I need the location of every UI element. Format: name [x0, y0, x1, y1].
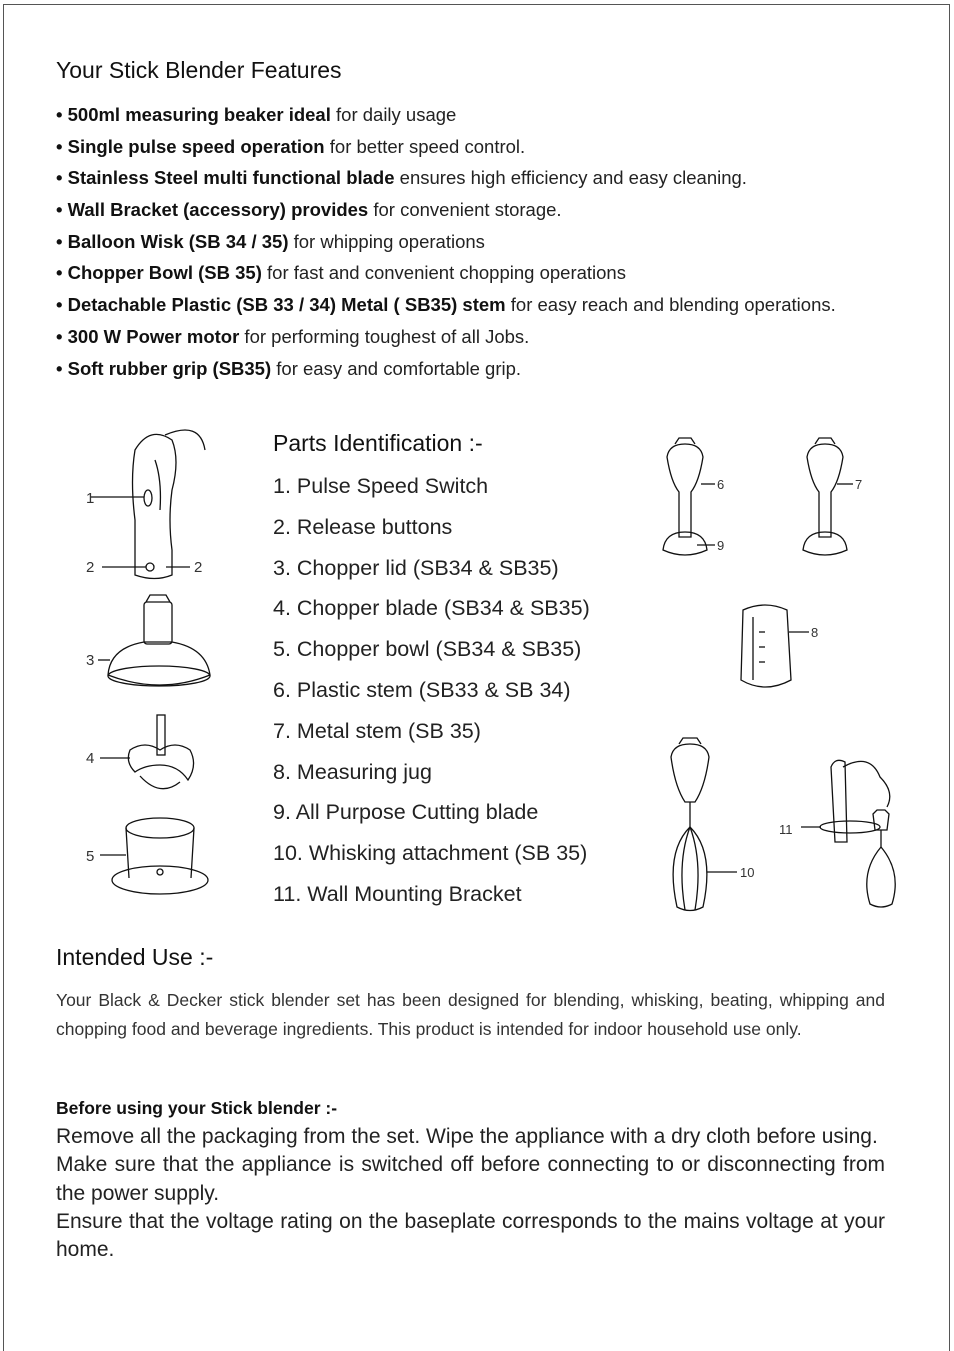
callout-11: 11	[779, 822, 793, 837]
features-title: Your Stick Blender Features	[56, 57, 342, 83]
feature-item: • Soft rubber grip (SB35) for easy and comfortable grip.	[56, 357, 522, 379]
before-paragraph: Make sure that the appliance is switched off before connecting to or disconnecting from the power supply.	[56, 1153, 885, 1205]
callout-1: 1	[86, 490, 95, 507]
parts-title: Parts Identification :-	[273, 430, 483, 456]
metal-stem-drawing	[803, 438, 853, 555]
intended-use-body: Your Black & Decker stick blender set has been designed for blending, whisking, beating, whipping and chopping food and beverage ingredients. This product is intended for indoor household use only.	[56, 990, 885, 1039]
wall-bracket-drawing	[801, 760, 895, 907]
part-item: 1. Pulse Speed Switch	[273, 474, 489, 498]
before-paragraph: Remove all the packaging from the set. Wipe the appliance with a dry cloth before using.	[56, 1125, 878, 1148]
part-item: 9. All Purpose Cutting blade	[273, 800, 539, 825]
part-item: 10. Whisking attachment (SB 35)	[273, 841, 588, 866]
callout-4: 4	[86, 750, 95, 767]
part-item: 11. Wall Mounting Bracket	[273, 881, 522, 906]
before-using-title: Before using your Stick blender :-	[56, 1098, 338, 1118]
part-item: 8. Measuring jug	[273, 759, 432, 784]
feature-item: • Balloon Wisk (SB 34 / 35) for whipping operations	[56, 230, 485, 252]
feature-item: • 300 W Power motor for performing toughest of all Jobs.	[56, 325, 530, 347]
callout-6: 6	[717, 477, 725, 492]
callout-10: 10	[740, 865, 755, 880]
features-list	[56, 104, 836, 389]
callout-5: 5	[86, 848, 95, 865]
part-item: 5. Chopper bowl (SB34 & SB35)	[273, 637, 582, 662]
feature-item: • Chopper Bowl (SB 35) for fast and convenient chopping operations	[56, 262, 626, 284]
motor-unit-drawing	[90, 430, 205, 579]
part-item: 3. Chopper lid (SB34 & SB35)	[273, 555, 559, 580]
part-item: 2. Release buttons	[273, 514, 453, 539]
chopper-lid-drawing	[98, 595, 210, 686]
right-parts-illustration	[655, 432, 905, 912]
part-item: 6. Plastic stem (SB33 & SB 34)	[273, 677, 571, 702]
whisk-attachment-drawing	[671, 738, 737, 911]
part-item: 4. Chopper blade (SB34 & SB35)	[273, 596, 590, 621]
before-paragraph: Ensure that the voltage rating on the baseplate corresponds to the mains voltage at your home.	[56, 1209, 885, 1262]
left-parts-illustration	[80, 420, 220, 900]
callout-9: 9	[717, 538, 725, 553]
intended-use-title: Intended Use :-	[56, 944, 214, 970]
feature-item: • Wall Bracket (accessory) provides for convenient storage.	[56, 199, 562, 221]
feature-item: • Detachable Plastic (SB 33 / 34) Metal ( SB35) stem for easy reach and blending operations.	[56, 294, 836, 316]
feature-item: • 500ml measuring beaker ideal for daily usage	[56, 104, 457, 125]
before-using-body	[56, 1123, 885, 1264]
callout-2-left: 2	[86, 559, 95, 576]
part-item: 7. Metal stem (SB 35)	[273, 718, 481, 743]
parts-list	[273, 473, 590, 922]
chopper-blade-drawing	[100, 715, 194, 789]
chopper-bowl-drawing	[100, 818, 208, 894]
callout-2-right: 2	[194, 559, 203, 576]
callout-8: 8	[811, 625, 819, 640]
measuring-jug-drawing	[741, 605, 809, 687]
callout-3: 3	[86, 652, 95, 669]
plastic-stem-drawing	[663, 438, 715, 555]
callout-7: 7	[855, 477, 863, 492]
feature-item: • Stainless Steel multi functional blade ensures high efficiency and easy cleaning.	[56, 167, 747, 189]
feature-item: • Single pulse speed operation for better speed control.	[56, 135, 526, 157]
